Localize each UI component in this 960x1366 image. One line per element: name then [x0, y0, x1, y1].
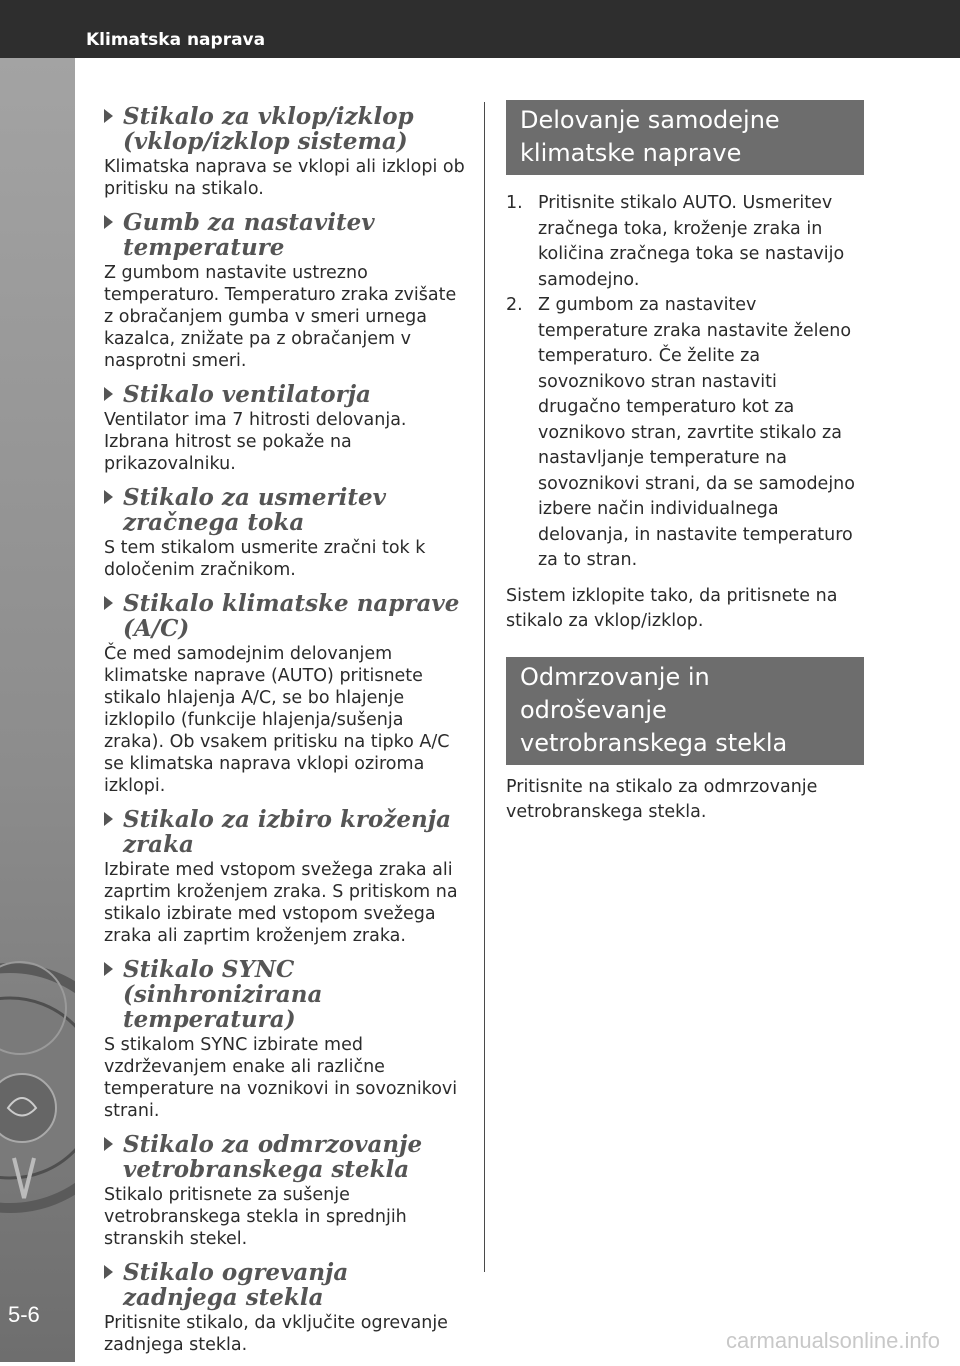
section-text: Klimatska naprava se vklopi ali izklopi ob pritisku na stikalo.: [104, 157, 465, 199]
section-heading: Stikalo klimatske naprave (A/C): [104, 591, 466, 641]
section-temperature-dial: [104, 210, 466, 372]
triangle-bullet-icon: [104, 490, 113, 504]
auto-steps-list: [506, 191, 864, 574]
column-divider: [484, 102, 485, 1272]
left-column: [104, 104, 466, 1366]
defrost-heading: Odmrzovanje in odroševanje vetrobranskega stekla: [506, 657, 864, 765]
triangle-bullet-icon: [104, 596, 113, 610]
section-ac-switch: [104, 591, 466, 797]
section-heading: Stikalo SYNC (sinhronizirana temperatura): [104, 957, 466, 1032]
section-text: S stikalom SYNC izbirate med vzdrževanjem enake ali različne temperature na voznikovi in sovoznikovi strani.: [104, 1035, 458, 1121]
auto-off-note: Sistem izklopite tako, da pritisnete na stikalo za vklop/izklop.: [506, 585, 838, 631]
section-heading: Gumb za nastavitev temperature: [104, 210, 466, 260]
section-windshield-defroster: [104, 1132, 466, 1250]
section-fan-switch: [104, 382, 466, 475]
section-text: Izbirate med vstopom svežega zraka ali zaprtim kroženjem zraka. S pritiskom na stikalo izbirate med vstopom svežega zraka ali zaprtim kroženjem zraka.: [104, 860, 458, 946]
triangle-bullet-icon: [104, 215, 113, 229]
section-heading: Stikalo za vklop/izklop (vklop/izklop sistema): [104, 104, 466, 154]
triangle-bullet-icon: [104, 1137, 113, 1151]
section-sync-switch: [104, 957, 466, 1122]
steering-wheel-image: [0, 908, 75, 1362]
section-text: Pritisnite stikalo, da vključite ogrevanje zadnjega stekla.: [104, 1313, 448, 1355]
section-heading: Stikalo ventilatorja: [104, 382, 466, 407]
list-item: 2. Z gumbom za nastavitev temperature zraka nastavite želeno temperaturo. Če želite za sovoznikovo stran nastaviti drugačno temperaturo kot za voznikovo stran, zavrtite stikalo za nastavljanje temperature na sovoznikovi strani, da se samodejno izbere način individualnega delovanja, in nastavite temperaturo za to stran.: [506, 295, 855, 570]
section-text: S tem stikalom usmerite zračni tok k določenim zračnikom.: [104, 538, 426, 580]
watermark: carmanualsonline.info: [725, 1328, 940, 1353]
right-column: [506, 100, 864, 826]
section-system-switch: [104, 104, 466, 200]
section-text: Z gumbom nastavite ustrezno temperaturo. Temperaturo zraka zvišate z obračanjem gumba v smeri urnega kazalca, znižate pa z obračanjem v nasprotni smeri.: [104, 263, 457, 371]
section-text: Ventilator ima 7 hitrosti delovanja. Izbrana hitrost se pokaže na prikazovalniku.: [104, 410, 407, 474]
triangle-bullet-icon: [104, 387, 113, 401]
section-heading: Stikalo ogrevanja zadnjega stekla: [104, 1260, 466, 1310]
triangle-bullet-icon: [104, 962, 113, 976]
section-heading: Stikalo za izbiro kroženja zraka: [104, 807, 466, 857]
page-number: 5-6: [8, 1302, 40, 1327]
section-airflow-switch: [104, 485, 466, 581]
side-strip: [0, 58, 75, 1362]
section-recirculation-switch: [104, 807, 466, 947]
section-text: Stikalo pritisnete za sušenje vetrobranskega stekla in sprednjih stranskih stekel.: [104, 1185, 407, 1249]
auto-operation-heading: Delovanje samodejne klimatske naprave: [506, 100, 864, 175]
section-heading: Stikalo za usmeritev zračnega toka: [104, 485, 466, 535]
header-bar: [0, 0, 960, 58]
triangle-bullet-icon: [104, 1265, 113, 1279]
section-text: Če med samodejnim delovanjem klimatske naprave (AUTO) pritisnete stikalo hlajenja A/C, se bo hlajenje izklopilo (funkcije hlajenja/sušenja zraka). Ob vsakem pritisku na tipko A/C se klimatska naprava vklopi oziroma izklopi.: [104, 644, 450, 796]
triangle-bullet-icon: [104, 109, 113, 123]
list-item: 1. Pritisnite stikalo AUTO. Usmeritev zračnega toka, kroženje zraka in količina zračnega toka se nastavijo samodejno.: [506, 193, 845, 290]
defrost-text: Pritisnite na stikalo za odmrzovanje vetrobranskega stekla.: [506, 776, 818, 822]
chapter-title: Klimatska naprava: [86, 30, 266, 50]
section-rear-defogger: [104, 1260, 466, 1356]
section-heading: Stikalo za odmrzovanje vetrobranskega stekla: [104, 1132, 466, 1182]
triangle-bullet-icon: [104, 812, 113, 826]
